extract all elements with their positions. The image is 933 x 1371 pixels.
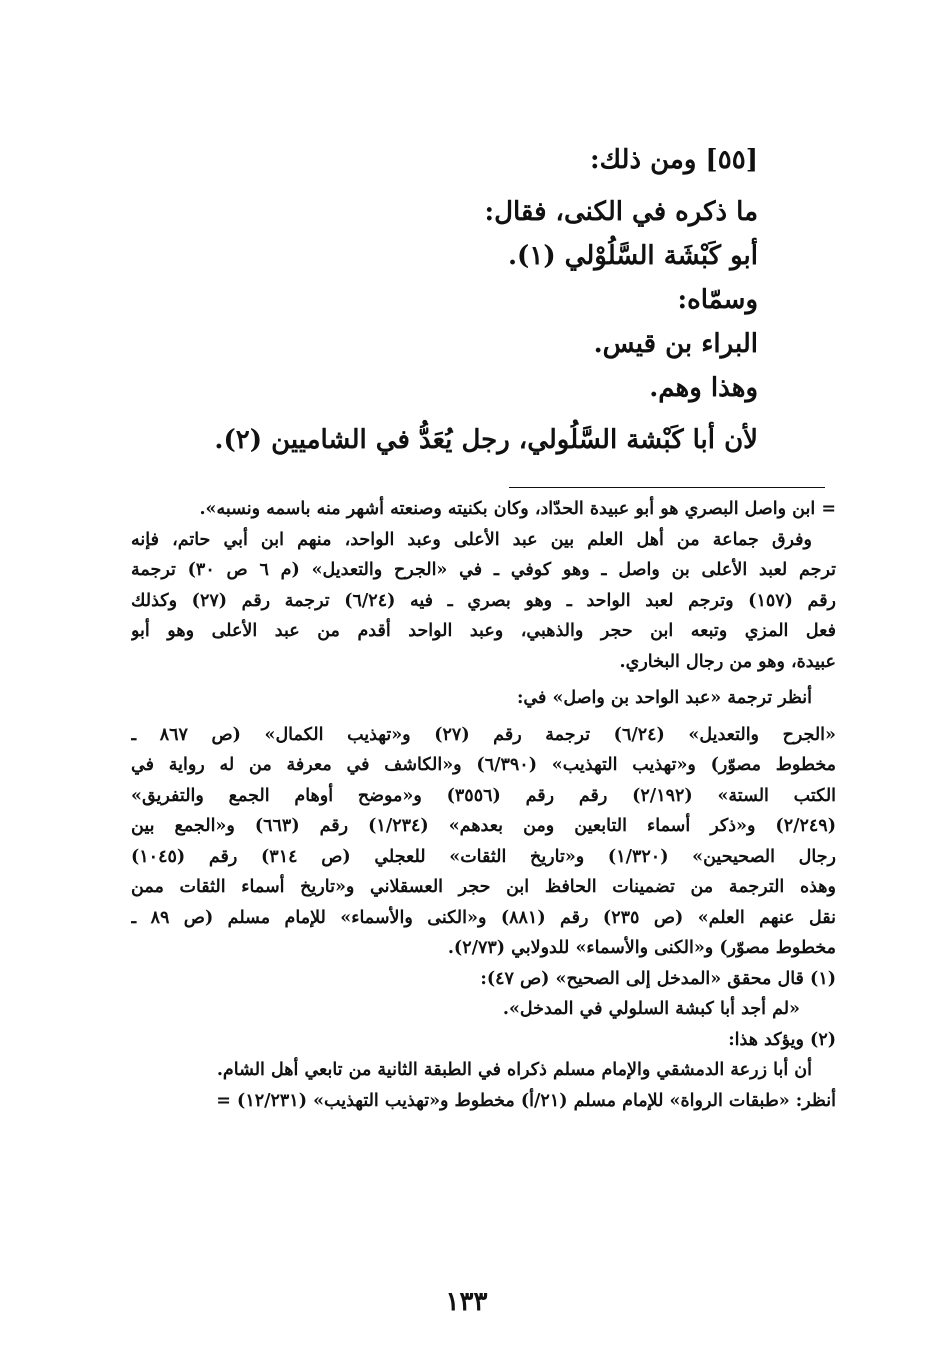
main-line: وسمّاه: (677, 285, 758, 315)
footnote-line: الكتب الستة» (٢/١٩٢) رقم رقم (٣٥٥٦) و«موضح أوهام الجمع والتفريق» (131, 785, 836, 806)
footnote-line: عبيدة، وهو من رجال البخاري. (619, 651, 836, 672)
footnote-line: «لم أجد أبا كبشة السلولي في المدخل». (502, 999, 800, 1019)
main-text (198, 138, 758, 462)
main-line: ما ذكره في الكنى، فقال: (484, 197, 758, 227)
footnote-line: فعل المزي وتبعه ابن حجر والذهبي، وعبد الواحد أقدم من عبد الأعلى وهو أبو (131, 621, 836, 641)
main-line: أبو كَبْشَة السَّلُوْلي (١). (507, 241, 758, 271)
footnote-line: وهذه الترجمة من تضمينات الحافظ ابن حجر العسقلاني و«تاريخ أسماء الثقات ممن (131, 877, 836, 897)
page-number: ١٣٣ (445, 1287, 488, 1317)
footnote-line: رقم (١٥٧) وترجم لعبد الواحد ـ وهو بصري ـ فيه (٦/٢٤) ترجمة رقم (٢٧) وكذلك (131, 590, 836, 611)
footnote-line: مخطوط مصوّر) و«الكنى والأسماء» للدولابي (٢/٧٣). (447, 938, 836, 958)
footnotes (131, 494, 836, 1116)
footnote-line: (٢) ويؤكد هذا: (728, 1029, 836, 1050)
footnote-line: (٢/٢٤٩) و«ذكر أسماء التابعين ومن بعدهم» (١/٢٣٤) رقم (٦٦٣) و«الجمع بين (131, 816, 836, 836)
footnote-line: وفرق جماعة من أهل العلم بين عبد الأعلى وعبد الواحد، منهم ابن أبي حاتم، فإنه (131, 529, 812, 550)
footnote-line: (١) قال محقق «المدخل إلى الصحيح» (ص ٤٧): (480, 968, 836, 989)
footnote-line: مخطوط مصوّر) و«تهذيب التهذيب» (٦/٣٩٠) و«الكاشف في معرفة من له رواية في (131, 755, 836, 775)
footnote-line: أنظر: «طبقات الرواة» للإمام مسلم (٢١/أ) مخطوط و«تهذيب التهذيب» (١٢/٢٣١) = (216, 1090, 836, 1111)
footnote-line: أنظر ترجمة «عبد الواحد بن واصل» في: (516, 688, 812, 708)
footnote-line: ترجم لعبد الأعلى بن واصل ـ وهو كوفي ـ في «الجرح والتعديل» (م ٦ ص ٣٠) ترجمة (131, 560, 836, 580)
footnote-line: أن أبا زرعة الدمشقي والإمام مسلم ذكراه في الطبقة الثانية من تابعي أهل الشام. (216, 1060, 812, 1080)
main-line: وهذا وهم. (649, 373, 758, 403)
footnote-line: = ابن واصل البصري هو أبو عبيدة الحدّاد، وكان بكنيته وصنعته أشهر منه باسمه ونسبه». (199, 499, 836, 519)
footnote-separator (509, 487, 825, 488)
entry-heading: [٥٥] ومن ذلك: (590, 145, 758, 175)
main-line: لأن أبا كَبْشة السَّلُولي، رجل يُعَدُّ في الشاميين (٢). (214, 425, 758, 455)
main-line: البراء بن قيس. (593, 329, 758, 359)
footnote-line: «الجرح والتعديل» (٦/٢٤) ترجمة رقم (٢٧) و«تهذيب الكمال» (ص ٨٦٧ ـ (131, 724, 836, 745)
footnote-line: رجال الصحيحين» (١/٣٢٠) و«تاريخ الثقات» للعجلي (ص ٣١٤) رقم (١٠٤٥) (131, 846, 836, 867)
footnote-line: نقل عنهم العلم» (ص ٢٣٥) رقم (٨٨١) و«الكنى والأسماء» للإمام مسلم (ص ٨٩ ـ (131, 907, 836, 928)
